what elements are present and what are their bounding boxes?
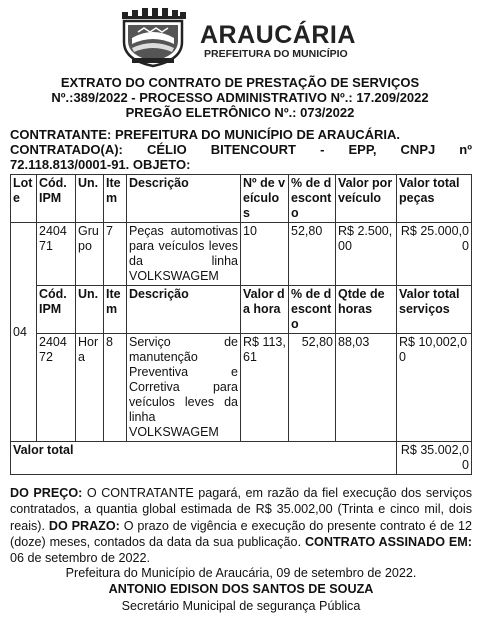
services-header-row — [11, 286, 472, 334]
header-descricao: Descrição — [127, 286, 241, 334]
header-qtde-horas: Qtde de horas — [336, 286, 397, 334]
preco-label: DO PREÇO: — [10, 486, 83, 500]
total-label: Valor total — [11, 442, 397, 475]
cell-num-veiculos: 10 — [241, 223, 289, 286]
document-title: EXTRATO DO CONTRATO DE PRESTAÇÃO DE SERVIÇOS — [60, 75, 420, 90]
header-valor-veiculo: Valor por veículo — [336, 175, 397, 223]
header-item: Item — [104, 175, 127, 223]
cell-valor-total-servicos: R$ 10,002,00 — [397, 334, 472, 442]
table-row — [11, 223, 472, 286]
signer-role: Secretário Municipal de segurança Pública — [121, 598, 361, 613]
signer-name: ANTONIO EDISON DOS SANTOS DE SOUZA — [108, 582, 374, 597]
header-valor-total-pecas: Valor total peças — [397, 175, 472, 223]
cell-descricao: Serviço de manutenção Preventiva e Corretiva para veículos leves da linha VOLKSWAGEM — [127, 334, 241, 442]
table-header-row — [11, 175, 472, 223]
items-table — [10, 174, 472, 475]
header-cod-ipm: Cód. IPM — [37, 286, 76, 334]
header-item: Item — [104, 286, 127, 334]
table-row — [11, 334, 472, 442]
cell-valor-veiculo: R$ 2.500,00 — [336, 223, 397, 286]
cell-desconto: 52,80 — [289, 334, 336, 442]
cell-qtde-horas: 88,03 — [336, 334, 397, 442]
prazo-text: O prazo de vigência e execução do presente contrato é de 12 (doze) meses, contados da data da sua publicação. — [10, 518, 473, 549]
cell-item: 7 — [104, 223, 127, 286]
cell-descricao: Peças automotivas para veículos leves da linha VOLKSWAGEM — [127, 223, 241, 286]
cell-desconto: 52,80 — [289, 223, 336, 286]
logo-subtitle: PREFEITURA DO MUNICÍPIO — [204, 48, 348, 60]
contratado-line-2: 72.118.813/0001-91. OBJETO: — [10, 157, 191, 172]
cell-cod-ipm: 240472 — [37, 334, 76, 442]
prazo-label: DO PRAZO: — [48, 518, 120, 533]
header-descricao: Descrição — [127, 175, 241, 223]
assinado-label: CONTRATO ASSINADO EM: — [304, 534, 472, 549]
cell-cod-ipm: 240471 — [37, 223, 76, 286]
header-un: Un. — [76, 286, 104, 334]
lote-cell: 04 — [11, 223, 37, 442]
contratante-line: CONTRATANTE: PREFEITURA DO MUNICÍPIO DE ARAUCÁRIA. — [10, 127, 400, 142]
document-header — [10, 75, 470, 120]
header-valor-total-servicos: Valor total serviços — [397, 286, 472, 334]
parties-block — [10, 127, 472, 172]
place-date: Prefeitura do Município de Araucária, 09 de setembro de 2022. — [65, 566, 417, 580]
header-desconto: % de desconto — [289, 286, 336, 334]
signature-block — [10, 565, 472, 614]
preco-text: O CONTRATANTE pagará, em razão da fiel execução dos serviços contratados, a quantia global estimada de R$ 35.002,00 (Trinta e cinco mil, dois reais). — [10, 486, 473, 533]
header-num-veiculos: Nº de veículos — [241, 175, 289, 223]
header-un: Un. — [76, 175, 104, 223]
header-desconto: % de desconto — [289, 175, 336, 223]
cell-item: 8 — [104, 334, 127, 442]
cell-un: Grupo — [76, 223, 104, 286]
assinado-text: 06 de setembro de 2022. — [10, 551, 151, 566]
cell-valor-total-pecas: R$ 25.000,00 — [397, 223, 472, 286]
total-value: R$ 35.002,00 — [397, 442, 472, 475]
header-cod-ipm: Cód. IPM — [37, 175, 76, 223]
header-valor-hora: Valor da hora — [241, 286, 289, 334]
municipality-logo — [118, 8, 368, 68]
cell-un: Hora — [76, 334, 104, 442]
contratado-line-1: CONTRATADO(A): CÉLIO BITENCOURT - EPP, CNPJ nº — [10, 142, 472, 157]
auction-number: PREGÃO ELETRÔNICO Nº.: 073/2022 — [125, 105, 355, 120]
contract-number: Nº.:389/2022 - PROCESSO ADMINISTRATIVO Nº.: 17.209/2022 — [51, 90, 429, 105]
coat-of-arms-icon — [118, 8, 188, 68]
total-row — [11, 442, 472, 475]
contract-terms — [10, 485, 472, 566]
logo-name: ARAUCÁRIA — [200, 21, 356, 49]
header-lote: Lote — [11, 175, 37, 223]
cell-valor-hora: R$ 113,61 — [241, 334, 289, 442]
